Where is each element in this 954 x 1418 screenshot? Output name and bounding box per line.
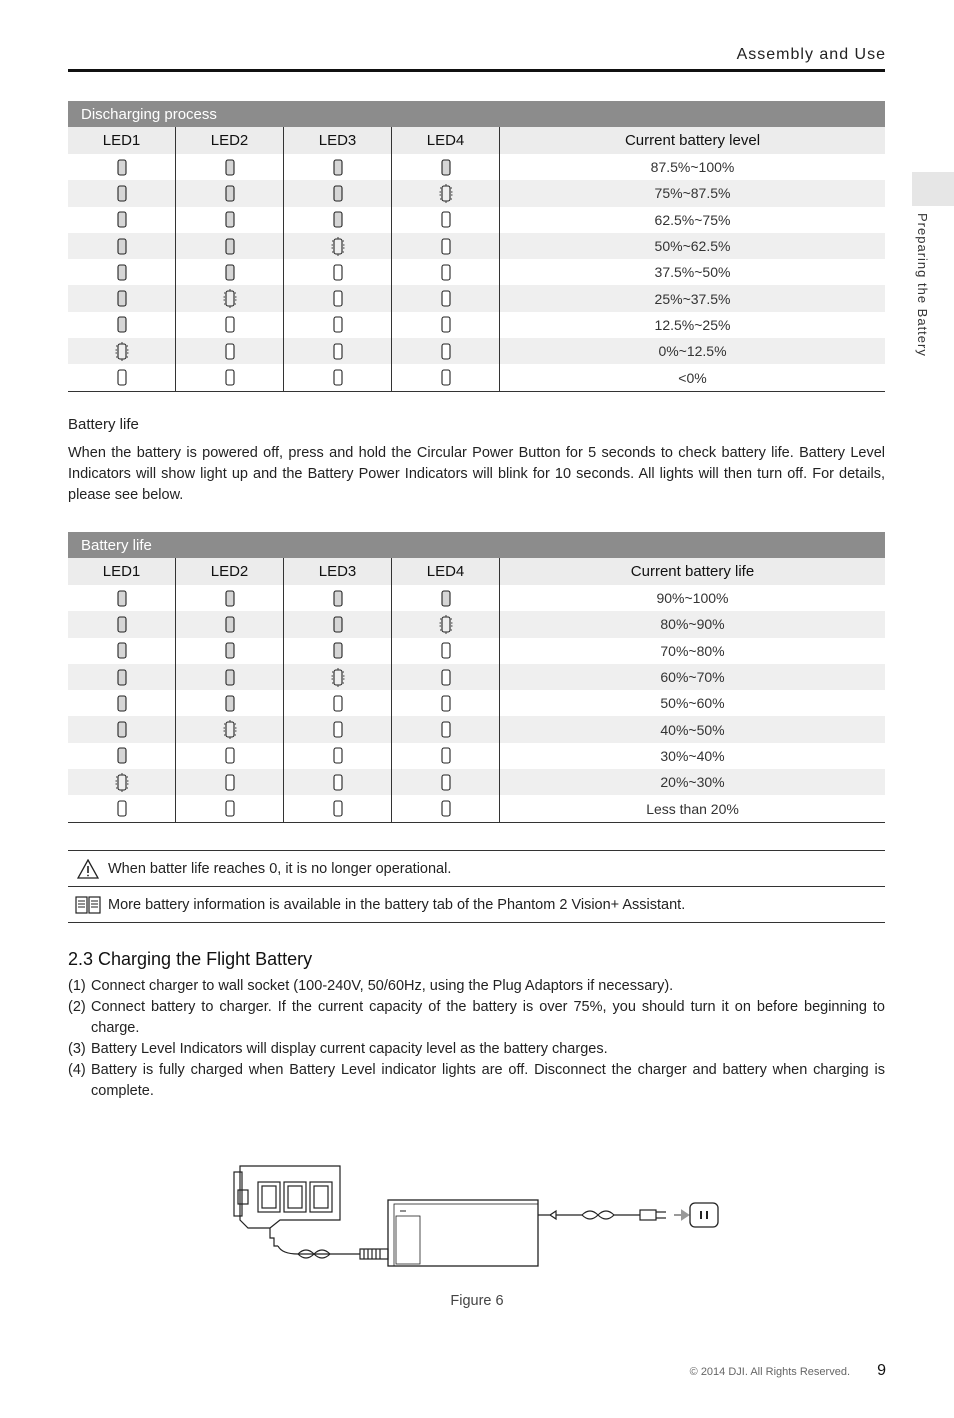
led-on-icon	[223, 641, 237, 660]
led-on-icon	[115, 746, 129, 765]
led-on-icon	[115, 668, 129, 687]
table-row	[68, 180, 885, 206]
led-cell	[392, 769, 500, 795]
led-off-icon	[439, 668, 453, 687]
led-cell	[392, 585, 500, 611]
led-blink-icon	[115, 773, 129, 792]
led-cell	[284, 611, 392, 637]
table-row	[68, 716, 885, 742]
led-cell	[284, 795, 392, 822]
led-cell	[176, 312, 284, 338]
col-header-level: Current battery level	[500, 127, 886, 154]
led-off-icon	[223, 342, 237, 361]
battery-life-paragraph: When the battery is powered off, press and hold the Circular Power Button for 5 seconds to check battery life. Battery Level Indicators will show light up and the Battery Power Indicators will blink for 10 seconds. All lights will then turn off. For details, please see below.	[68, 445, 885, 503]
info-note-text: More battery information is available in the battery tab of the Phantom 2 Vision+ Assistant.	[108, 896, 686, 913]
led-on-icon	[223, 589, 237, 608]
led-cell	[284, 259, 392, 285]
charging-step	[68, 1039, 885, 1060]
led-cell	[284, 338, 392, 364]
header-rule	[68, 69, 885, 72]
battery-illustration	[234, 1166, 340, 1246]
battery-life-heading: Battery life	[68, 416, 139, 433]
col-header-led4: LED4	[392, 558, 500, 585]
level-cell: 40%~50%	[500, 716, 886, 742]
led-on-icon	[223, 694, 237, 713]
led-cell	[68, 716, 176, 742]
table-row	[68, 285, 885, 311]
table-row	[68, 233, 885, 259]
level-cell: 50%~62.5%	[500, 233, 886, 259]
led-off-icon	[223, 315, 237, 334]
led-cell	[68, 207, 176, 233]
led-off-icon	[223, 368, 237, 387]
discharging-table-title: Discharging process	[68, 101, 885, 127]
led-cell	[176, 611, 284, 637]
led-on-icon	[115, 158, 129, 177]
led-blink-icon	[331, 668, 345, 687]
col-header-led2: LED2	[176, 558, 284, 585]
warning-note-text: When batter life reaches 0, it is no longer operational.	[108, 860, 452, 877]
level-cell: 87.5%~100%	[650, 159, 735, 176]
led-cell	[176, 154, 284, 180]
led-off-icon	[439, 289, 453, 308]
led-on-icon	[223, 263, 237, 282]
wall-socket	[690, 1203, 718, 1227]
level-cell: 12.5%~25%	[654, 316, 731, 333]
table-row	[68, 638, 885, 664]
charging-diagram	[220, 1160, 730, 1280]
led-cell	[284, 233, 392, 259]
led-off-icon	[331, 720, 345, 739]
led-on-icon	[115, 315, 129, 334]
level-cell: 25%~37.5%	[500, 285, 886, 311]
led-off-icon	[223, 773, 237, 792]
book-icon	[68, 896, 108, 914]
led-cell	[284, 716, 392, 742]
battery-life-table-title: Battery life	[68, 532, 885, 558]
table-row	[68, 364, 885, 391]
led-on-icon	[115, 184, 129, 203]
led-off-icon	[439, 694, 453, 713]
led-off-icon	[331, 342, 345, 361]
led-on-icon	[223, 210, 237, 229]
led-cell	[176, 716, 284, 742]
level-cell: Less than 20%	[500, 795, 886, 822]
led-cell	[284, 743, 392, 769]
led-cell	[392, 690, 500, 716]
led-cell	[392, 285, 500, 311]
led-blink-icon	[331, 237, 345, 256]
level-cell: 80%~90%	[500, 611, 886, 637]
charger-illustration	[388, 1200, 538, 1266]
step-number: (3)	[68, 1041, 86, 1057]
led-off-icon	[331, 799, 345, 818]
battery-life-table	[68, 532, 885, 823]
led-on-icon	[115, 615, 129, 634]
led-cell	[392, 664, 500, 690]
led-blink-icon	[439, 184, 453, 203]
led-on-icon	[115, 694, 129, 713]
led-on-icon	[331, 589, 345, 608]
led-cell	[284, 312, 392, 338]
arrow-icon	[674, 1211, 688, 1219]
led-off-icon	[331, 694, 345, 713]
power-cord	[538, 1210, 666, 1220]
led-cell	[284, 690, 392, 716]
led-off-icon	[331, 746, 345, 765]
table-row	[68, 259, 885, 285]
led-cell	[392, 795, 500, 822]
led-cell	[68, 338, 176, 364]
led-off-icon	[331, 263, 345, 282]
led-on-icon	[115, 237, 129, 256]
level-cell: <0%	[500, 364, 886, 391]
led-cell	[68, 769, 176, 795]
led-cell	[284, 207, 392, 233]
led-on-icon	[115, 289, 129, 308]
led-off-icon	[439, 641, 453, 660]
led-off-icon	[115, 368, 129, 387]
level-cell: 90%~100%	[656, 590, 729, 607]
led-cell	[68, 795, 176, 822]
led-blink-icon	[223, 720, 237, 739]
table-row	[68, 795, 885, 822]
table-row	[68, 743, 885, 769]
led-cell	[176, 638, 284, 664]
led-cell	[176, 233, 284, 259]
step-number: (4)	[68, 1062, 86, 1078]
table-row	[68, 207, 885, 233]
level-cell: 37.5%~50%	[654, 264, 731, 281]
step-text: Connect battery to charger. If the current capacity of the battery is over 75%, you should turn it on before beginning to charge.	[91, 999, 885, 1036]
level-cell: 20%~30%	[500, 769, 886, 795]
figure-caption: Figure 6	[450, 1293, 504, 1309]
led-off-icon	[439, 799, 453, 818]
led-cell	[68, 743, 176, 769]
led-off-icon	[439, 237, 453, 256]
led-off-icon	[439, 773, 453, 792]
led-off-icon	[115, 799, 129, 818]
led-cell	[68, 180, 176, 206]
led-cell	[284, 638, 392, 664]
led-off-icon	[331, 773, 345, 792]
led-cell	[68, 259, 176, 285]
led-cell	[176, 795, 284, 822]
level-cell: 30%~40%	[660, 747, 725, 764]
led-cell	[176, 364, 284, 391]
table-row	[68, 690, 885, 716]
led-cell	[392, 154, 500, 180]
level-cell: 70%~80%	[660, 642, 725, 659]
led-on-icon	[115, 641, 129, 660]
table-row	[68, 769, 885, 795]
led-cell	[392, 312, 500, 338]
led-cell	[68, 154, 176, 180]
led-off-icon	[331, 368, 345, 387]
led-off-icon	[331, 315, 345, 334]
led-cell	[392, 743, 500, 769]
led-cell	[284, 585, 392, 611]
led-cell	[284, 285, 392, 311]
section-title: 2.3 Charging the Flight Battery	[68, 949, 313, 969]
led-cell	[392, 180, 500, 206]
page-number: 9	[877, 1362, 886, 1379]
led-cell	[68, 233, 176, 259]
led-on-icon	[223, 237, 237, 256]
level-cell: 75%~87.5%	[500, 180, 886, 206]
led-on-icon	[331, 158, 345, 177]
led-off-icon	[439, 210, 453, 229]
led-cell	[284, 769, 392, 795]
side-tab-label: Preparing the Battery	[915, 213, 930, 357]
side-tab	[912, 172, 954, 206]
led-cell	[176, 743, 284, 769]
led-cell	[176, 585, 284, 611]
led-cell	[392, 207, 500, 233]
led-off-icon	[223, 799, 237, 818]
led-cell	[176, 690, 284, 716]
led-cell	[284, 154, 392, 180]
led-cell	[176, 338, 284, 364]
level-cell: 0%~12.5%	[500, 338, 886, 364]
led-on-icon	[331, 641, 345, 660]
led-cell	[68, 664, 176, 690]
led-cell	[284, 664, 392, 690]
step-number: (2)	[68, 999, 86, 1015]
charging-step	[68, 976, 885, 997]
led-off-icon	[439, 342, 453, 361]
led-off-icon	[439, 746, 453, 765]
col-header-led1: LED1	[68, 558, 176, 585]
led-cell	[68, 638, 176, 664]
table-row	[68, 585, 885, 611]
led-on-icon	[331, 210, 345, 229]
discharging-table	[68, 101, 885, 392]
led-cell	[392, 638, 500, 664]
led-off-icon	[439, 368, 453, 387]
table-row	[68, 338, 885, 364]
led-on-icon	[223, 184, 237, 203]
led-blink-icon	[115, 342, 129, 361]
led-cell	[284, 180, 392, 206]
charging-step	[68, 997, 885, 1039]
led-on-icon	[223, 158, 237, 177]
led-cell	[68, 312, 176, 338]
level-cell: 50%~60%	[660, 695, 725, 712]
led-off-icon	[439, 720, 453, 739]
table-row	[68, 664, 885, 690]
led-cell	[68, 690, 176, 716]
table-row	[68, 611, 885, 637]
led-on-icon	[115, 589, 129, 608]
led-cell	[68, 611, 176, 637]
table-row	[68, 154, 885, 180]
led-on-icon	[223, 615, 237, 634]
header-title: Assembly and Use	[736, 46, 886, 63]
led-on-icon	[223, 668, 237, 687]
led-cell	[176, 769, 284, 795]
col-header-led4: LED4	[392, 127, 500, 154]
led-off-icon	[223, 746, 237, 765]
led-blink-icon	[439, 615, 453, 634]
led-cell	[392, 611, 500, 637]
led-on-icon	[439, 158, 453, 177]
col-header-led3: LED3	[284, 127, 392, 154]
led-cell	[68, 285, 176, 311]
warning-note	[68, 851, 885, 886]
table-row	[68, 312, 885, 338]
charging-step	[68, 1060, 885, 1102]
level-cell: 60%~70%	[500, 664, 886, 690]
level-cell: 62.5%~75%	[654, 211, 731, 228]
led-cell	[176, 259, 284, 285]
led-cell	[176, 207, 284, 233]
charging-steps	[68, 976, 885, 1102]
led-off-icon	[439, 263, 453, 282]
led-off-icon	[331, 289, 345, 308]
col-header-led2: LED2	[176, 127, 284, 154]
step-number: (1)	[68, 978, 86, 994]
led-on-icon	[439, 589, 453, 608]
led-cell	[176, 180, 284, 206]
step-text: Battery is fully charged when Battery Level indicator lights are off. Disconnect the charger and battery when charging is complete.	[91, 1062, 885, 1099]
led-cell	[284, 364, 392, 391]
led-off-icon	[439, 315, 453, 334]
col-header-life: Current battery life	[500, 558, 886, 585]
col-header-led3: LED3	[284, 558, 392, 585]
led-cell	[392, 364, 500, 391]
step-text: Connect charger to wall socket (100-240V, 50/60Hz, using the Plug Adaptors if necessary).	[91, 978, 674, 994]
led-cell	[176, 285, 284, 311]
battery-cable	[278, 1246, 388, 1259]
led-on-icon	[331, 184, 345, 203]
led-cell	[68, 585, 176, 611]
led-cell	[392, 716, 500, 742]
led-cell	[392, 259, 500, 285]
led-on-icon	[331, 615, 345, 634]
led-on-icon	[115, 263, 129, 282]
notes-box	[68, 850, 885, 923]
footer-copyright: © 2014 DJI. All Rights Reserved.	[689, 1366, 850, 1378]
led-blink-icon	[223, 289, 237, 308]
led-cell	[68, 364, 176, 391]
led-on-icon	[115, 210, 129, 229]
col-header-led1: LED1	[68, 127, 176, 154]
step-text: Battery Level Indicators will display current capacity level as the battery charges.	[91, 1041, 608, 1057]
led-cell	[392, 233, 500, 259]
led-on-icon	[115, 720, 129, 739]
led-cell	[392, 338, 500, 364]
info-note	[68, 886, 885, 922]
led-cell	[176, 664, 284, 690]
warning-icon	[68, 859, 108, 879]
